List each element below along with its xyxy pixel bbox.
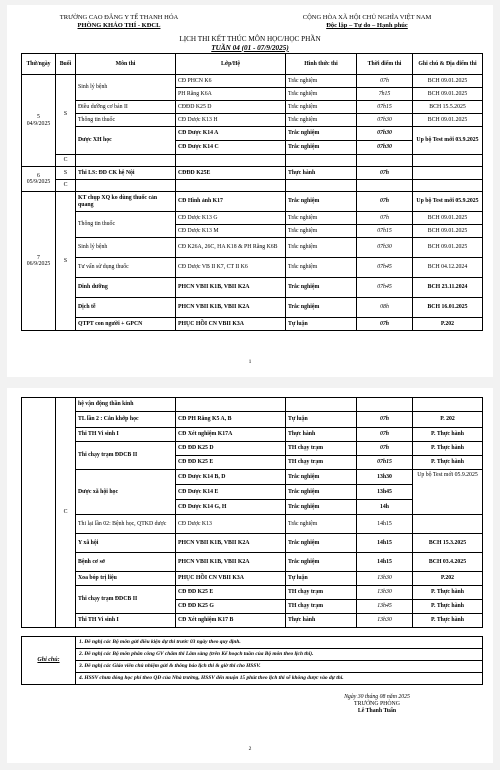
subject-cell: KT chụp XQ ko dùng thuốc cản quang: [76, 192, 176, 212]
document-page-2: [7, 388, 493, 763]
subject-cell: Thi TH Vi sinh I: [76, 428, 176, 442]
note-line: 4. HSSV chưa đóng học phí theo QĐ của Nhà trường, HSSV đến muộn 15 phút theo lịch thi sẽ không được vào dự thi.: [76, 673, 483, 685]
form-cell: Trắc nghiệm: [286, 470, 357, 485]
form-cell: Trắc nghiệm: [286, 192, 357, 212]
time-cell: 07h: [357, 212, 413, 225]
document-page-1: [7, 5, 493, 377]
note-cell: Up bộ Test mới 05.9.2025: [413, 470, 483, 515]
time-cell: 07h: [357, 412, 413, 428]
time-cell: 07h: [357, 167, 413, 180]
table-row: [22, 318, 483, 331]
subject-cell: Dược XH học: [76, 127, 176, 155]
note-cell: P. Thực hành: [413, 586, 483, 600]
note-line: 3. Đề nghị các Giáo viên chủ nhiệm gửi & thông báo lịch thi & giờ thi cho HSSV.: [76, 661, 483, 673]
subject-cell: TL lần 2 : Cẳn khớp học: [76, 412, 176, 428]
day-cell: 6 05/9/2025: [22, 167, 56, 192]
school-name: TRƯỜNG CAO ĐẲNG Y TẾ THANH HÓA: [59, 14, 179, 21]
subject-cell: Thi chạy trạm ĐDCB II: [76, 442, 176, 470]
class-cell: CĐ Dược K14 A: [176, 127, 286, 141]
time-cell: 14h: [357, 500, 413, 515]
form-cell: Trắc nghiệm: [286, 298, 357, 318]
note-cell: BCH 09.01.2025: [413, 238, 483, 258]
form-cell: Trắc nghiệm: [286, 258, 357, 278]
time-cell: 13h30: [357, 614, 413, 628]
note-cell: BCH 09.01.2025: [413, 225, 483, 238]
time-cell: 13h45: [357, 600, 413, 614]
form-cell: TH chạy trạm: [286, 456, 357, 470]
table-row: [22, 101, 483, 114]
time-cell: 13h30: [357, 572, 413, 586]
col-header-session: Buổi: [56, 54, 76, 75]
form-cell: Trắc nghiệm: [286, 127, 357, 141]
time-cell: 07h: [357, 75, 413, 88]
table-row: [22, 155, 483, 167]
class-cell: PHỤC HỒI CN VBII K3A: [176, 572, 286, 586]
form-cell: Trắc nghiệm: [286, 515, 357, 534]
session-cell: C: [56, 155, 76, 167]
table-row: [22, 258, 483, 278]
class-cell: CĐ ĐD K25 E: [176, 456, 286, 470]
form-cell: Thực hành: [286, 428, 357, 442]
table-row: [22, 114, 483, 127]
form-cell: TH chạy trạm: [286, 586, 357, 600]
day-cell: 5 04/9/2025: [22, 75, 56, 167]
table-row: [22, 212, 483, 225]
note-cell: Up bộ Test mới 03.9.2025: [413, 127, 483, 155]
signature-block: [307, 694, 447, 715]
class-cell: CĐ Hình ảnh K17: [176, 192, 286, 212]
subject-cell: Y xã hội: [76, 534, 176, 553]
national-title: CỘNG HÒA XÃ HỘI CHỦ NGHĨA VIỆT NAM: [302, 14, 432, 21]
session-cell: C: [56, 180, 76, 192]
time-cell: 13h30: [357, 586, 413, 600]
form-cell: Trắc nghiệm: [286, 212, 357, 225]
time-cell: 07h: [357, 442, 413, 456]
class-cell: CĐ Dược K13 M: [176, 225, 286, 238]
notes-label: Ghi chú:: [22, 637, 76, 685]
subject-cell: Sinh lý bệnh: [76, 75, 176, 101]
subject-cell: Dinh dưỡng: [76, 278, 176, 298]
form-cell: Trắc nghiệm: [286, 278, 357, 298]
time-cell: 07h45: [357, 258, 413, 278]
col-header-class: Lớp/Hệ: [176, 54, 286, 75]
subject-cell: Thi TH Vi sinh I: [76, 614, 176, 628]
note-cell: BCH 09.01.2025: [413, 114, 483, 127]
note-cell: BCH 23.11.2024: [413, 278, 483, 298]
title-main: LỊCH THI KẾT THÚC MÔN HỌC/HỌC PHẦN: [179, 35, 321, 43]
table-row: [22, 278, 483, 298]
note-cell: BCH 09.01.2025: [413, 75, 483, 88]
class-cell: CĐ ĐD K25 G: [176, 600, 286, 614]
col-header-form: Hình thức thi: [286, 54, 357, 75]
time-cell: 07h15: [357, 225, 413, 238]
class-cell: CĐĐD K25 D: [176, 101, 286, 114]
note-cell: P. Thực hành: [413, 428, 483, 442]
national-motto: Độc lập – Tự do – Hạnh phúc: [326, 22, 408, 29]
class-cell: CĐ Dược K14 B, D: [176, 470, 286, 485]
class-cell: CĐ Dược VB II K7, CT II K6: [176, 258, 286, 278]
page-number: 2: [248, 746, 252, 752]
time-cell: 7h15: [357, 88, 413, 101]
col-header-note: Ghi chú & Địa điểm thi: [413, 54, 483, 75]
form-cell: Trắc nghiệm: [286, 500, 357, 515]
note-cell: P. Thực hành: [413, 442, 483, 456]
note-cell: P.202: [413, 318, 483, 331]
day-cell: 7 06/9/2025: [22, 192, 56, 331]
subject-cell: Thi LS: ĐD CK hệ Nội: [76, 167, 176, 180]
subject-cell: Điều dưỡng cơ bản II: [76, 101, 176, 114]
form-cell: Trắc nghiệm: [286, 75, 357, 88]
table-row: [22, 614, 483, 628]
class-cell: PHCN VBII K1B, VBII K2A: [176, 553, 286, 572]
form-cell: Tự luận: [286, 318, 357, 331]
time-cell: 07h15: [357, 456, 413, 470]
title-week: TUẦN 04 (01 - 07/9/2025): [211, 43, 289, 52]
note-cell: BCH 16.01.2025: [413, 298, 483, 318]
note-cell: BCH 04.12.2024: [413, 258, 483, 278]
sign-date: Ngày 30 tháng 08 năm 2025: [344, 694, 410, 700]
table-row: [22, 398, 483, 412]
form-cell: TH chạy trạm: [286, 600, 357, 614]
class-cell: CĐ Dược K14 C: [176, 141, 286, 155]
time-cell: 07h: [357, 318, 413, 331]
form-cell: Trắc nghiệm: [286, 534, 357, 553]
notes-table: [21, 636, 483, 685]
time-cell: 07h30: [357, 238, 413, 258]
subject-cell: Thông tin thuốc: [76, 212, 176, 238]
note-line: 2. Đề nghị các Bộ môn phân công GV chấm thi Lâm sàng (trên Kế hoạch tuần của Bộ môn theo lịch thi).: [76, 649, 483, 661]
table-row: [22, 442, 483, 456]
table-row: [22, 515, 483, 534]
class-cell: CĐĐD K25E: [176, 167, 286, 180]
note-cell: BCH 15.5.2025: [413, 101, 483, 114]
time-cell: 07h30: [357, 127, 413, 141]
subject-cell: Thông tin thuốc: [76, 114, 176, 127]
class-cell: PH Răng K6A: [176, 88, 286, 101]
table-row: [22, 180, 483, 192]
subject-cell: hệ vận động thần kinh: [76, 398, 176, 412]
form-cell: Trắc nghiệm: [286, 114, 357, 127]
session-cell: S: [56, 75, 76, 155]
note-cell: BCH 09.01.2025: [413, 88, 483, 101]
page-number: 1: [248, 359, 252, 365]
time-cell: 07h30: [357, 141, 413, 155]
form-cell: Tự luận: [286, 572, 357, 586]
note-cell: P. Thực hành: [413, 600, 483, 614]
note-cell: BCH 15.3.2025: [413, 534, 483, 553]
table-row: [22, 586, 483, 600]
department-name: PHÒNG KHẢO THÍ - KĐCL: [77, 22, 161, 29]
time-cell: 07h: [357, 192, 413, 212]
note-cell: P.202: [413, 572, 483, 586]
session-cell: C: [56, 398, 76, 628]
session-cell: S: [56, 192, 76, 331]
form-cell: Thực hành: [286, 167, 357, 180]
table-row: [22, 470, 483, 485]
subject-cell: Bệnh cơ sở: [76, 553, 176, 572]
time-cell: 14h15: [357, 515, 413, 534]
class-cell: CĐ ĐD K25 D: [176, 442, 286, 456]
form-cell: Thực hành: [286, 614, 357, 628]
table-row: [22, 553, 483, 572]
note-cell: Up bộ Test mới 05.9.2025: [413, 192, 483, 212]
time-cell: 13h45: [357, 485, 413, 500]
table-row: [22, 412, 483, 428]
schedule-table-page-2: [21, 397, 483, 628]
session-cell: S: [56, 167, 76, 180]
time-cell: 08h: [357, 298, 413, 318]
sign-title: TRƯỞNG PHÒNG: [354, 701, 400, 707]
subject-cell: Tư vấn sử dụng thuốc: [76, 258, 176, 278]
form-cell: Tự luận: [286, 412, 357, 428]
class-cell: CĐ Dược K13 G: [176, 212, 286, 225]
class-cell: PHỤC HỒI CN VBII K3A: [176, 318, 286, 331]
form-cell: TH chạy trạm: [286, 442, 357, 456]
table-row: [22, 298, 483, 318]
class-cell: CĐ Dược K13: [176, 515, 286, 534]
note-cell: BCH 09.01.2025: [413, 212, 483, 225]
form-cell: Trắc nghiệm: [286, 485, 357, 500]
col-header-subject: Môn thi: [76, 54, 176, 75]
subject-cell: Sinh lý bệnh: [76, 238, 176, 258]
class-cell: PHCN VBII K1B, VBII K2A: [176, 534, 286, 553]
time-cell: 07h45: [357, 278, 413, 298]
form-cell: Trắc nghiệm: [286, 553, 357, 572]
table-row: [22, 192, 483, 212]
class-cell: CĐ PH Răng K5 A, B: [176, 412, 286, 428]
class-cell: CĐ K26A, 26C, HA K18 & PH Răng K6B: [176, 238, 286, 258]
document-title: [7, 35, 493, 52]
form-cell: Trắc nghiệm: [286, 238, 357, 258]
form-cell: Trắc nghiệm: [286, 88, 357, 101]
time-cell: 13h30: [357, 470, 413, 485]
note-cell: P. Thực hành: [413, 456, 483, 470]
subject-cell: Dược xã hội học: [76, 470, 176, 515]
table-header-row: [22, 54, 483, 75]
class-cell: PHCN VBII K1B, VBII K2A: [176, 298, 286, 318]
header-right: [257, 14, 477, 30]
class-cell: CĐ PHCN K6: [176, 75, 286, 88]
time-cell: 07h: [357, 428, 413, 442]
table-row: [22, 572, 483, 586]
form-cell: Trắc nghiệm: [286, 225, 357, 238]
form-cell: Trắc nghiệm: [286, 141, 357, 155]
note-cell: P. Thực hành: [413, 614, 483, 628]
class-cell: CĐ Dược K14 G, H: [176, 500, 286, 515]
subject-cell: Thi lại lần 02: Bệnh học, QTKD dược: [76, 515, 176, 534]
note-cell: BCH 03.4.2025: [413, 553, 483, 572]
time-cell: 07h30: [357, 114, 413, 127]
schedule-table-page-1: [21, 53, 483, 331]
class-cell: CĐ Xét nghiệm K17A: [176, 428, 286, 442]
class-cell: PHCN VBII K1B, VBII K2A: [176, 278, 286, 298]
subject-cell: Xoa bóp trị liệu: [76, 572, 176, 586]
note-line: 1. Đề nghị các Bộ môn gửi điều kiện dự thi trước 03 ngày theo quy định.: [76, 637, 483, 649]
subject-cell: QTPT con người + GPCN: [76, 318, 176, 331]
table-row: [22, 534, 483, 553]
form-cell: Trắc nghiệm: [286, 101, 357, 114]
class-cell: CĐ Dược K14 E: [176, 485, 286, 500]
time-cell: 14h15: [357, 534, 413, 553]
note-cell: P. 202: [413, 412, 483, 428]
table-row: [22, 75, 483, 88]
col-header-day: Thứ/ngày: [22, 54, 56, 75]
sign-name: Lê Thanh Tuấn: [357, 708, 397, 714]
header-left: [29, 14, 209, 30]
subject-cell: Thi chạy trạm ĐDCB II: [76, 586, 176, 614]
class-cell: CĐ ĐD K25 E: [176, 586, 286, 600]
class-cell: CĐ Dược K13 H: [176, 114, 286, 127]
class-cell: CĐ Xét nghiệm K17 B: [176, 614, 286, 628]
table-row: [22, 238, 483, 258]
time-cell: 07h15: [357, 101, 413, 114]
table-row: [22, 428, 483, 442]
table-row: [22, 167, 483, 180]
time-cell: 14h15: [357, 553, 413, 572]
subject-cell: Dịch tễ: [76, 298, 176, 318]
table-row: [22, 127, 483, 141]
col-header-time: Thời điểm thi: [357, 54, 413, 75]
